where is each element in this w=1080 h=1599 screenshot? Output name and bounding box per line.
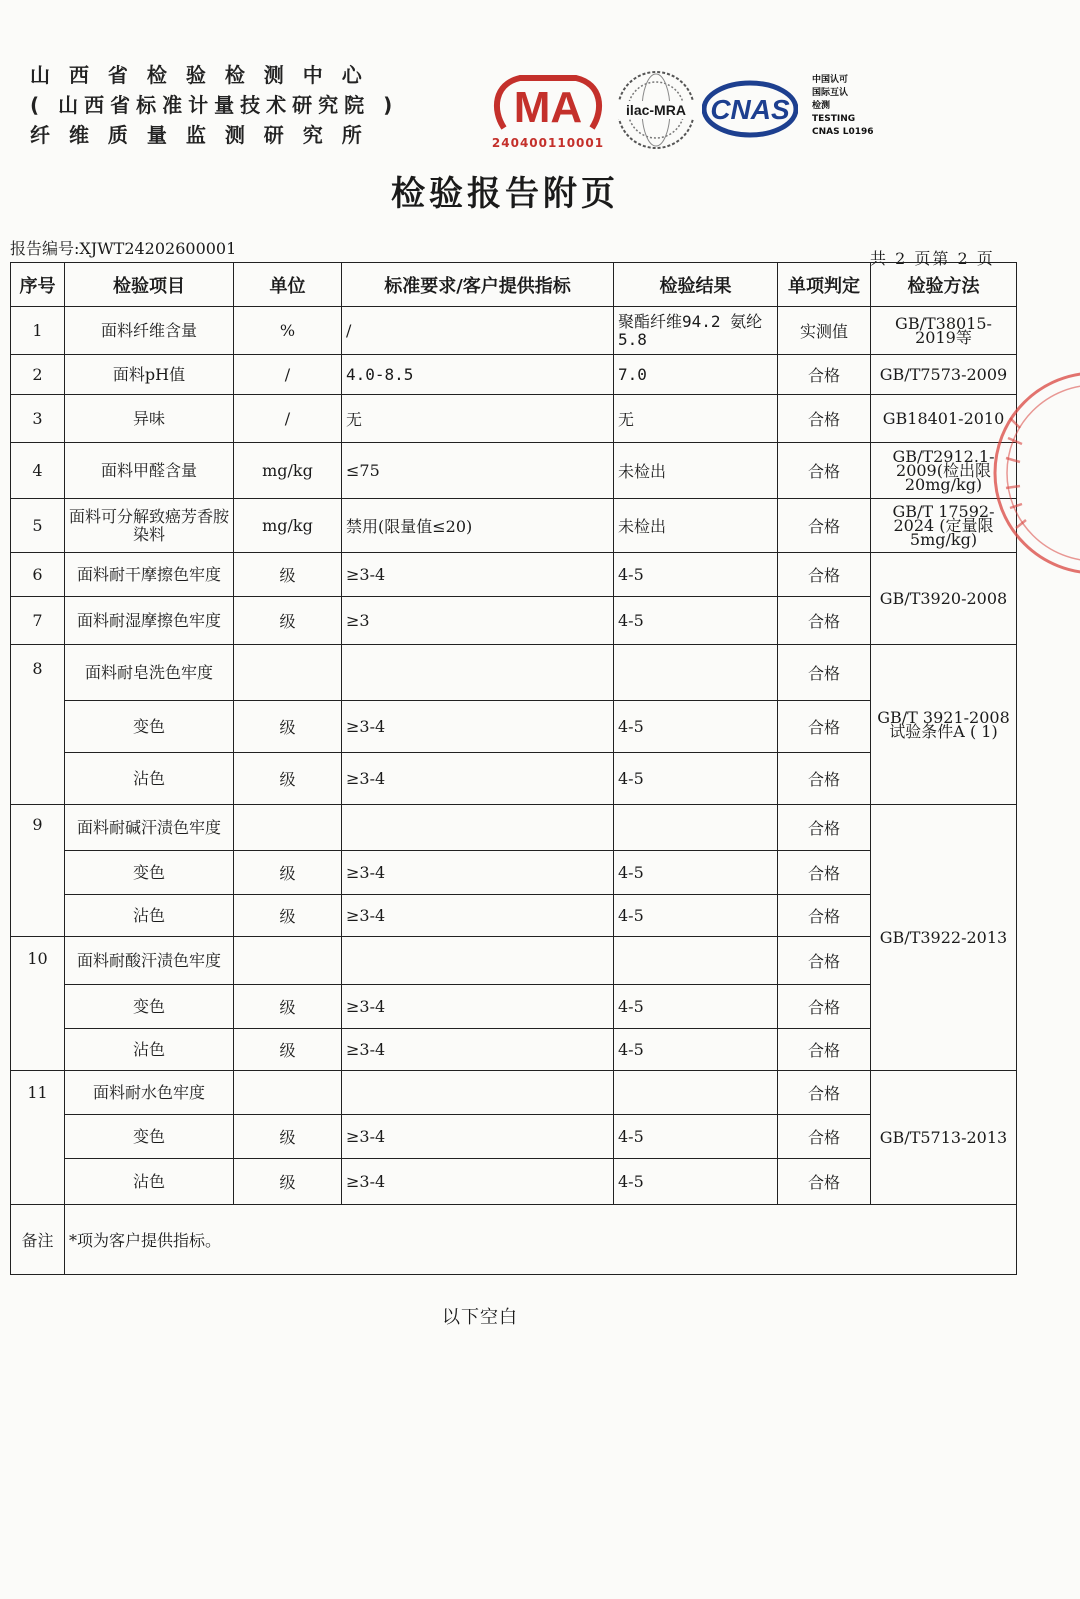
cell-judgement: 合格	[778, 1115, 871, 1159]
cell-item: 异味	[65, 395, 234, 443]
header-judgement: 单项判定	[778, 263, 871, 307]
cell-method: GB/T3922-2013	[871, 805, 1017, 1071]
cell-result: 4-5	[614, 1029, 778, 1071]
table-row	[11, 805, 1017, 851]
ilac-text: ilac-MRA	[626, 102, 686, 118]
cell-method: GB/T7573-2009	[871, 355, 1017, 395]
table-row	[11, 499, 1017, 553]
cell-unit: /	[234, 355, 342, 395]
cell-unit	[234, 805, 342, 851]
cell-item: 面料纤维含量	[65, 307, 234, 355]
cnas-accreditation-text	[812, 74, 874, 139]
cell-judgement: 合格	[778, 395, 871, 443]
cell-result: 4-5	[614, 753, 778, 805]
table-row	[11, 937, 1017, 985]
cnas-line: 国际互认	[812, 88, 849, 98]
cell-requirement: ≥3-4	[342, 851, 614, 895]
cell-result: 未检出	[614, 443, 778, 499]
cell-seq: 4	[11, 443, 65, 499]
cell-requirement: 4.0-8.5	[342, 355, 614, 395]
org-line-3: 纤 维 质 量 监 测 研 究 所	[30, 123, 368, 147]
cell-seq: 8	[11, 645, 65, 805]
cell-item: 变色	[65, 985, 234, 1029]
cell-method: GB/T3920-2008	[871, 553, 1017, 645]
cell-requirement: ≥3-4	[342, 553, 614, 597]
cell-result: 未检出	[614, 499, 778, 553]
cell-method: GB/T 17592-2024 (定量限5mg/kg)	[871, 499, 1017, 553]
table-row	[11, 851, 1017, 895]
table-row	[11, 985, 1017, 1029]
cell-result: 4-5	[614, 985, 778, 1029]
cell-result: 4-5	[614, 851, 778, 895]
cell-unit: 级	[234, 895, 342, 937]
cell-unit	[234, 645, 342, 701]
table-row	[11, 395, 1017, 443]
table-row	[11, 895, 1017, 937]
header-seq: 序号	[11, 263, 65, 307]
table-row	[11, 553, 1017, 597]
cell-unit: %	[234, 307, 342, 355]
cell-item: 变色	[65, 851, 234, 895]
cell-judgement: 合格	[778, 753, 871, 805]
cell-requirement: /	[342, 307, 614, 355]
cell-item: 变色	[65, 1115, 234, 1159]
cell-method: GB/T2912.1-2009(检出限20mg/kg)	[871, 443, 1017, 499]
cell-unit: 级	[234, 1029, 342, 1071]
cell-method: GB/T38015-2019等	[871, 307, 1017, 355]
cell-result: 4-5	[614, 895, 778, 937]
table-row	[11, 1115, 1017, 1159]
cell-judgement: 合格	[778, 553, 871, 597]
cell-item: 面料耐碱汗渍色牢度	[65, 805, 234, 851]
cell-requirement	[342, 805, 614, 851]
cell-result: 无	[614, 395, 778, 443]
cell-seq: 11	[11, 1071, 65, 1205]
page-title: 检验报告附页	[391, 174, 619, 214]
cell-requirement: ≥3-4	[342, 701, 614, 753]
ilac-globe-icon	[614, 68, 698, 152]
table-row	[11, 753, 1017, 805]
cell-judgement: 合格	[778, 851, 871, 895]
table-row	[11, 1029, 1017, 1071]
cell-seq: 3	[11, 395, 65, 443]
cell-result: 聚酯纤维94.2 氨纶5.8	[614, 307, 778, 355]
cell-unit: 级	[234, 753, 342, 805]
cnas-line: TESTING	[812, 114, 856, 124]
header-item: 检验项目	[65, 263, 234, 307]
cell-requirement	[342, 1071, 614, 1115]
header-unit: 单位	[234, 263, 342, 307]
cell-requirement: ≥3	[342, 597, 614, 645]
cell-result	[614, 1071, 778, 1115]
cell-requirement	[342, 645, 614, 701]
cell-result	[614, 805, 778, 851]
cell-judgement: 合格	[778, 937, 871, 985]
cell-unit: 级	[234, 597, 342, 645]
cell-unit: 级	[234, 985, 342, 1029]
remark-text: *项为客户提供指标。	[65, 1205, 1017, 1275]
official-seal-icon	[980, 358, 1080, 588]
cell-judgement: 合格	[778, 355, 871, 395]
cell-seq: 9	[11, 805, 65, 937]
cell-requirement	[342, 937, 614, 985]
ilac-mra-logo	[614, 68, 698, 152]
cell-result	[614, 645, 778, 701]
cell-judgement: 合格	[778, 805, 871, 851]
cell-item: 沾色	[65, 1159, 234, 1205]
cell-unit: 级	[234, 1115, 342, 1159]
cell-result: 4-5	[614, 1115, 778, 1159]
inspection-results-table	[10, 262, 1017, 1275]
cell-item: 面料耐酸汗渍色牢度	[65, 937, 234, 985]
cell-method: GB/T5713-2013	[871, 1071, 1017, 1205]
cell-unit: 级	[234, 701, 342, 753]
cell-requirement: ≥3-4	[342, 895, 614, 937]
cell-item: 变色	[65, 701, 234, 753]
cell-item: 沾色	[65, 895, 234, 937]
cell-item: 沾色	[65, 753, 234, 805]
cell-seq: 6	[11, 553, 65, 597]
cell-item: 面料甲醛含量	[65, 443, 234, 499]
cnas-line: 检测	[812, 101, 831, 111]
header-method: 检验方法	[871, 263, 1017, 307]
cell-unit	[234, 1071, 342, 1115]
table-row	[11, 1159, 1017, 1205]
cell-result: 4-5	[614, 553, 778, 597]
cell-seq: 7	[11, 597, 65, 645]
cell-requirement: ≥3-4	[342, 1029, 614, 1071]
cnas-text: CNAS	[710, 94, 790, 125]
cell-result	[614, 937, 778, 985]
cell-item: 面料耐水色牢度	[65, 1071, 234, 1115]
cell-requirement: 禁用(限量值≤20)	[342, 499, 614, 553]
cell-judgement: 合格	[778, 1071, 871, 1115]
cell-result: 4-5	[614, 597, 778, 645]
cell-requirement: ≥3-4	[342, 1159, 614, 1205]
cell-item: 面料耐湿摩擦色牢度	[65, 597, 234, 645]
organization-name	[30, 60, 398, 150]
cma-logo	[490, 70, 606, 150]
blank-below-notice: 以下空白	[442, 1307, 518, 1328]
cell-requirement: ≥3-4	[342, 985, 614, 1029]
table-row	[11, 645, 1017, 701]
cell-requirement: 无	[342, 395, 614, 443]
cma-text: MA	[513, 83, 583, 132]
table-row	[11, 597, 1017, 645]
cnas-line: 中国认可	[812, 75, 849, 85]
cnas-line: CNAS L0196	[812, 127, 874, 137]
cell-method: GB18401-2010	[871, 395, 1017, 443]
cell-seq: 5	[11, 499, 65, 553]
cell-result: 4-5	[614, 701, 778, 753]
header-requirement: 标准要求/客户提供指标	[342, 263, 614, 307]
cell-seq: 2	[11, 355, 65, 395]
cell-judgement: 合格	[778, 985, 871, 1029]
cell-judgement: 实测值	[778, 307, 871, 355]
cell-judgement: 合格	[778, 701, 871, 753]
cell-requirement: ≤75	[342, 443, 614, 499]
cell-unit: 级	[234, 553, 342, 597]
cell-item: 面料耐干摩擦色牢度	[65, 553, 234, 597]
cnas-mark-icon	[702, 80, 798, 138]
table-row	[11, 355, 1017, 395]
table-row	[11, 1071, 1017, 1115]
cell-judgement: 合格	[778, 1029, 871, 1071]
header-result: 检验结果	[614, 263, 778, 307]
org-line-1: 山 西 省 检 验 检 测 中 心	[30, 63, 368, 87]
cell-seq: 10	[11, 937, 65, 1071]
cell-unit	[234, 937, 342, 985]
cell-judgement: 合格	[778, 597, 871, 645]
remark-row	[11, 1205, 1017, 1275]
cell-result: 7.0	[614, 355, 778, 395]
cma-code: 240400110001	[491, 136, 605, 150]
page-number: 共 2 页第 2 页	[870, 249, 995, 268]
cell-judgement: 合格	[778, 499, 871, 553]
cell-judgement: 合格	[778, 443, 871, 499]
cell-item: 面料耐皂洗色牢度	[65, 645, 234, 701]
cell-judgement: 合格	[778, 1159, 871, 1205]
cell-item: 沾色	[65, 1029, 234, 1071]
cell-result: 4-5	[614, 1159, 778, 1205]
table-row	[11, 701, 1017, 753]
cell-item: 面料pH值	[65, 355, 234, 395]
table-header-row	[11, 263, 1017, 307]
cell-unit: mg/kg	[234, 443, 342, 499]
cell-unit: 级	[234, 1159, 342, 1205]
cell-judgement: 合格	[778, 645, 871, 701]
report-number: 报告编号:XJWT24202600001	[10, 239, 237, 258]
cell-seq: 1	[11, 307, 65, 355]
cma-mark-icon	[490, 70, 606, 136]
remark-label: 备注	[11, 1205, 65, 1275]
cell-unit: /	[234, 395, 342, 443]
cell-method: GB/T 3921-2008试验条件A ( 1)	[871, 645, 1017, 805]
cnas-logo	[702, 80, 798, 138]
cell-judgement: 合格	[778, 895, 871, 937]
cell-requirement: ≥3-4	[342, 753, 614, 805]
cell-item: 面料可分解致癌芳香胺染料	[65, 499, 234, 553]
cell-unit: mg/kg	[234, 499, 342, 553]
org-line-2: ( 山西省标准计量技术研究院 )	[30, 93, 399, 117]
cell-requirement: ≥3-4	[342, 1115, 614, 1159]
table-row	[11, 307, 1017, 355]
cell-unit: 级	[234, 851, 342, 895]
table-row	[11, 443, 1017, 499]
